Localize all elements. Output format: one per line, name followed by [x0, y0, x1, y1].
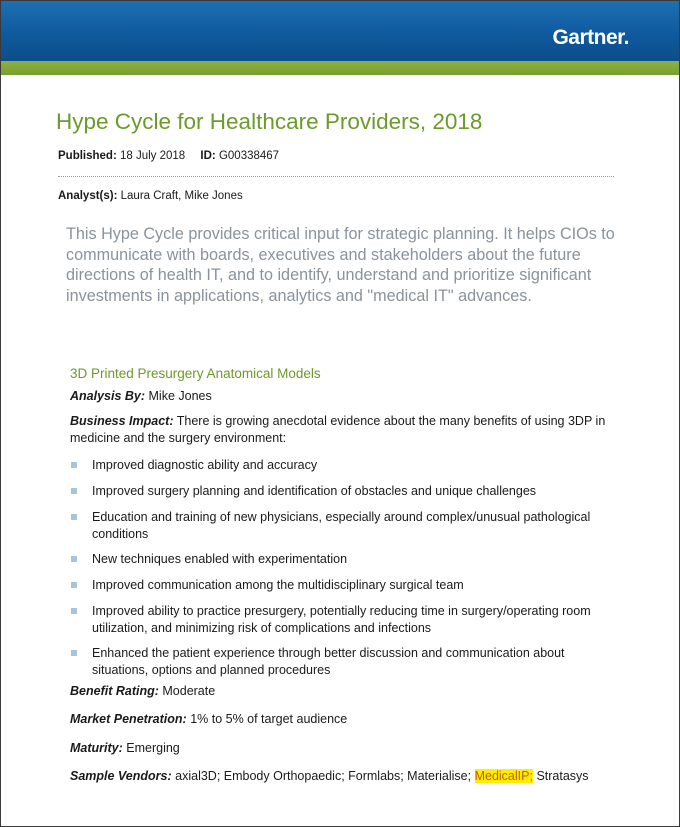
maturity: [70, 740, 622, 757]
list-item: Improved surgery planning and identification of obstacles and unique challenges: [70, 483, 622, 500]
list-item: New techniques enabled with experimentation: [70, 551, 622, 568]
market-penetration-value: 1% to 5% of target audience: [190, 712, 348, 726]
gartner-logo: Gartner.: [552, 26, 629, 49]
benefit-rating-label: Benefit Rating:: [70, 684, 159, 698]
bullet-square-icon: [71, 650, 77, 656]
bullet-square-icon: [71, 462, 77, 468]
business-impact-text: There is growing anecdotal evidence about the many benefits of using 3DP in medicine and the surgery environment:: [70, 414, 606, 445]
analysts-line: [58, 190, 243, 202]
list-item: Education and training of new physicians, especially around complex/unusual pathological conditions: [70, 509, 622, 543]
published-date: 18 July 2018: [119, 150, 186, 162]
vendors-list: axial3D; Embody Orthopaedic; Formlabs; Materialise;: [175, 769, 472, 783]
list-item: Improved ability to practice presurgery, potentially reducing time in surgery/operating room utilization, and minimizing risk of complications and infections: [70, 603, 622, 637]
published-label: Published:: [58, 150, 117, 162]
market-penetration: [70, 711, 622, 728]
sample-vendors: [70, 768, 622, 785]
bullet-square-icon: [71, 514, 77, 520]
business-impact: [70, 413, 622, 447]
benefits-list: [70, 457, 622, 679]
green-accent-bar: [1, 61, 679, 75]
list-item: Improved communication among the multidisciplinary surgical team: [70, 577, 622, 594]
id-label: ID:: [200, 150, 216, 162]
dotted-divider: [58, 176, 614, 177]
analysts-label: Analyst(s):: [58, 190, 118, 202]
benefit-rating: [70, 683, 622, 700]
document-title: Hype Cycle for Healthcare Providers, 2018: [56, 109, 483, 134]
publication-meta: [58, 150, 279, 162]
vendors-list-end: Stratasys: [536, 769, 589, 783]
bullet-square-icon: [71, 582, 77, 588]
market-penetration-label: Market Penetration:: [70, 712, 187, 726]
benefit-rating-value: Moderate: [162, 684, 216, 698]
vendor-highlight: MedicalIP;: [474, 769, 533, 783]
analysis-by-value: Mike Jones: [148, 389, 212, 403]
analysis-by: [70, 388, 622, 405]
document-id: G00338467: [218, 150, 280, 162]
document-summary: This Hype Cycle provides critical input for strategic planning. It helps CIOs to communicate with boards, executives and stakeholders about the future directions of health IT, and to identify, understand and prioritize significant investments in applications, analytics and "medical IT" advances.: [66, 225, 615, 305]
bullet-square-icon: [71, 488, 77, 494]
maturity-label: Maturity:: [70, 741, 123, 755]
bullet-square-icon: [71, 608, 77, 614]
maturity-value: Emerging: [126, 741, 180, 755]
list-item: Enhanced the patient experience through better discussion and communication about situations, options and planned procedures: [70, 645, 622, 679]
sample-vendors-label: Sample Vendors:: [70, 769, 172, 783]
analysts-names: Laura Craft, Mike Jones: [120, 190, 243, 202]
section-title: 3D Printed Presurgery Anatomical Models: [70, 366, 321, 381]
list-item: Improved diagnostic ability and accuracy: [70, 457, 622, 474]
business-impact-label: Business Impact:: [70, 414, 174, 428]
header-banner: [1, 1, 679, 61]
analysis-by-label: Analysis By:: [70, 389, 146, 403]
bullet-square-icon: [71, 556, 77, 562]
